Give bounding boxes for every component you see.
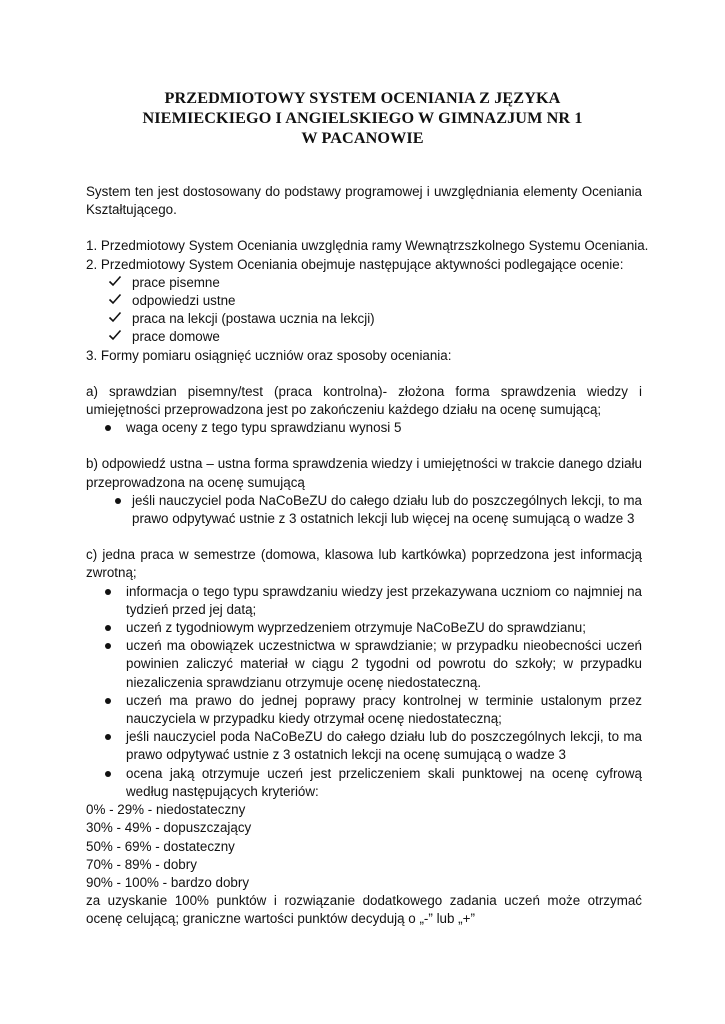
section-a-text: a) sprawdzian pisemny/test (praca kontrolna)- złożona forma sprawdzenia wiedzy i umiejętności przeprowadzona jest po zakończeniu każdego działu na ocenę sumującą; [86,383,642,418]
intro-paragraph: System ten jest dostosowany do podstawy programowej i uwzględniania elementy Oceniania Kształtującego. [86,184,642,218]
activity-item [86,328,642,346]
list-item-text: jeśli nauczyciel poda NaCoBeZU do całego działu lub do poszczególnych lekcji, to ma prawo odpytywać ustnie z 3 ostatnich lekcji lub więcej na ocenę sumującą o wadze 3 [132,492,642,527]
list-item [86,728,642,764]
list-item-text: waga oceny z tego typu sprawdzianu wynosi 5 [126,420,402,436]
bullet-icon [105,734,111,740]
grading-scale-item: 70% - 89% - dobry [86,856,197,872]
list-item [86,583,642,619]
activity-label: prace pisemne [132,274,220,290]
document-title [0,88,725,148]
bullet-icon [115,498,121,504]
list-item-text: informacja o tego typu sprawdzaniu wiedzy jest przekazywana uczniom co najmniej na tydzień przed jej datą; [126,583,642,617]
checkmark-icon [108,328,122,342]
list-item [86,419,642,437]
bullet-icon [105,643,111,649]
activity-label: odpowiedzi ustne [132,293,236,309]
list-item-text: uczeń ma obowiązek uczestnictwa w sprawdzianie; w przypadku nieobecności uczeń powinien zaliczyć materiał w ciągu 2 tygodni od powrotu do szkoły; w przypadku niezaliczenia sprawdzianu otrzymuje ocenę niedostateczną. [126,638,642,690]
point-1: 1. Przedmiotowy System Oceniania uwzględnia ramy Wewnątrzszkolnego Systemu Oceniania. [86,238,649,254]
list-item [86,619,642,637]
checkmark-icon [108,292,122,306]
checkmark-icon [108,274,122,288]
list-item-text: ocena jaką otrzymuje uczeń jest przeliczeniem skali punktowej na ocenę cyfrową według następujących kryteriów: [126,765,642,799]
list-item [86,692,642,728]
activity-label: prace domowe [132,329,220,345]
point-2: 2. Przedmiotowy System Oceniania obejmuje następujące aktywności podlegające ocenie: [86,256,624,272]
grading-scale-item: 50% - 69% - dostateczny [86,838,235,854]
section-b-text: b) odpowiedź ustna – ustna forma sprawdzenia wiedzy i umiejętności w trakcie danego działu przeprowadzona na ocenę sumującą [86,456,642,490]
bullet-icon [105,698,111,704]
list-item [86,637,642,692]
activity-label: praca na lekcji (postawa ucznia na lekcji) [132,311,375,327]
activity-item [86,292,642,310]
bullet-icon [105,625,111,631]
bullet-icon [105,589,111,595]
title-line-3: W PACANOWIE [301,129,424,147]
list-item-text: uczeń ma prawo do jednej poprawy pracy kontrolnej w terminie ustalonym przez nauczyciela w przypadku kiedy otrzymał ocenę niedostateczną; [126,692,642,727]
title-line-2: NIEMIECKIEGO I ANGIELSKIEGO W GIMNAZJUM NR 1 [142,109,583,127]
list-item [86,492,642,528]
point-3: 3. Formy pomiaru osiągnięć uczniów oraz sposoby oceniania: [86,347,452,363]
grading-scale-item: 30% - 49% - dopuszczający [86,820,252,836]
closing-paragraph: za uzyskanie 100% punktów i rozwiązanie dodatkowego zadania uczeń może otrzymać ocenę celującą; graniczne wartości punktów decydują o „-” lub „+” [86,893,642,927]
list-item-text: uczeń z tygodniowym wyprzedzeniem otrzymuje NaCoBeZU do sprawdzianu; [126,620,586,636]
activity-item [86,274,642,292]
bullet-icon [105,425,111,431]
grading-scale-item: 90% - 100% - bardzo dobry [86,874,250,890]
list-item [86,765,642,801]
checkmark-icon [108,310,122,324]
title-line-1: PRZEDMIOTOWY SYSTEM OCENIANIA Z JĘZYKA [164,89,561,107]
grading-scale-item: 0% - 29% - niedostateczny [86,802,246,818]
bullet-icon [105,771,111,777]
section-c-text: c) jedna praca w semestrze (domowa, klasowa lub kartkówka) poprzedzona jest informacją zwrotną; [86,547,642,581]
document-body [86,183,649,929]
activity-item [86,310,642,328]
list-item-text: jeśli nauczyciel poda NaCoBeZU do całego działu lub do poszczególnych lekcji, to ma prawo odpytywać ustnie z 3 ostatnich lekcji na ocenę sumującą o wadze 3 [126,729,642,763]
